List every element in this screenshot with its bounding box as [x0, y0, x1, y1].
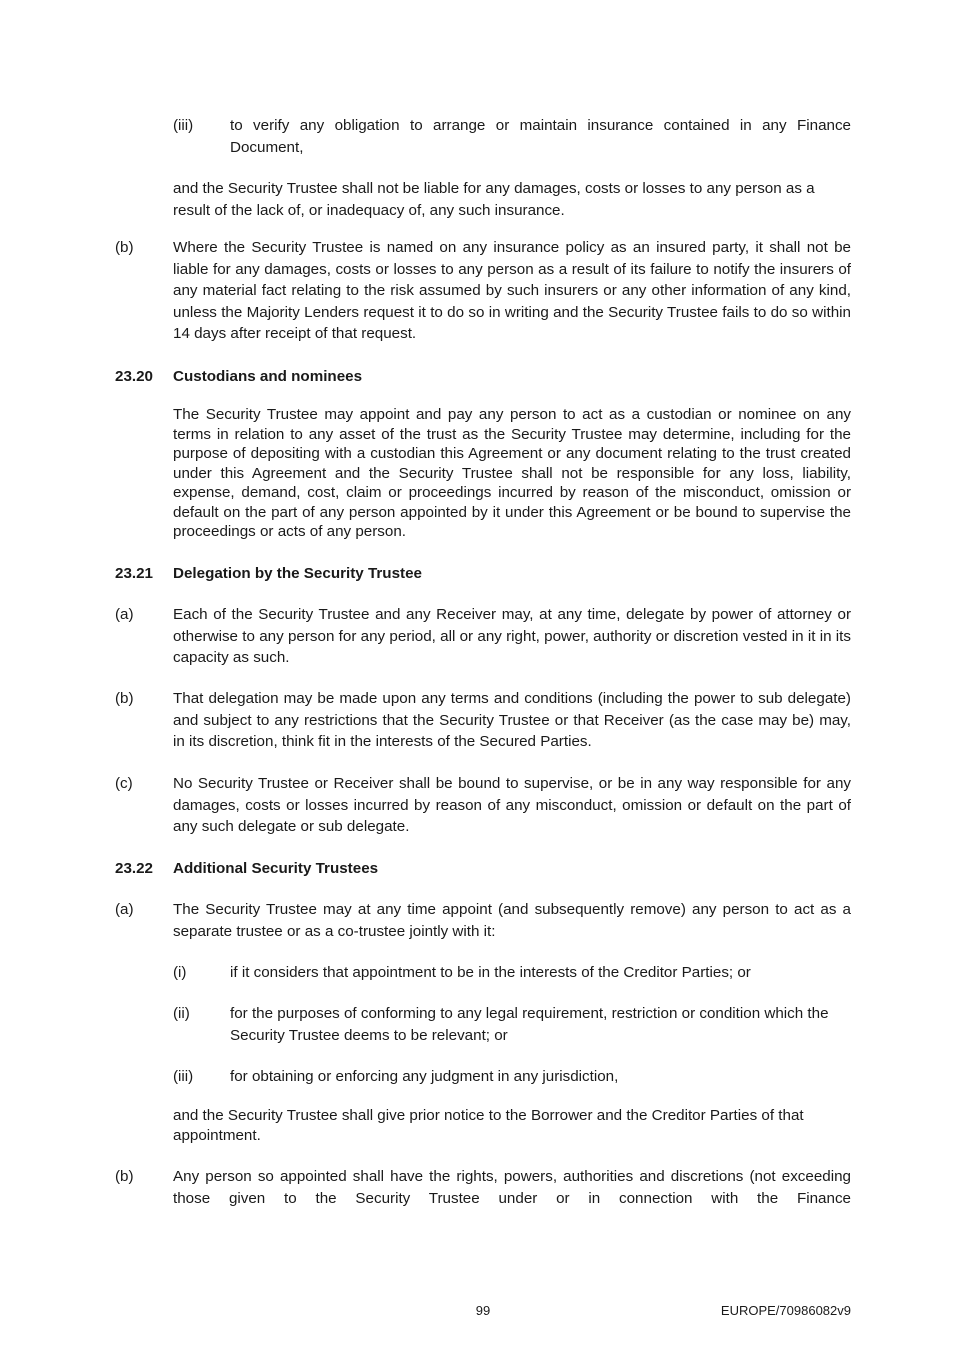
- item-text: The Security Trustee may at any time appoint (and subsequently remove) any person to act as a separate trustee or as a co-trustee jointly with it:: [173, 901, 851, 940]
- item-text: Where the Security Trustee is named on any insurance policy as an insured party, it shall not be liable for any damages, costs or losses to any person as a result of its failure to notify the insurers of any material fact relating to the risk assumed by such insurers or any other information of any kind, unless the Majority Lenders request it to do so in writing and the Security Trustee fails to do so within 14 days after receipt of that request.: [173, 239, 851, 343]
- section-number: 23.22: [115, 860, 154, 877]
- paragraph: The Security Trustee may appoint and pay any person to act as a custodian or nominee on any terms in relation to any asset of the trust as the Security Trustee may determine, including for the purpose of depositing with a custodian this Agreement or any document relating to the trust created under this Agreement and the Security Trustee shall not be responsible for any loss, liability, expense, demand, cost, claim or proceedings incurred by reason of the misconduct, omission or default on the part of any person appointed by it under this Agreement or be bound to supervise the proceedings or acts of any person.: [173, 406, 851, 540]
- section-number: 23.20: [115, 368, 154, 385]
- item-label: (a): [115, 606, 134, 623]
- item-text: for the purposes of conforming to any legal requirement, restriction or condition which the Security Trustee deems to be relevant; or: [230, 1005, 829, 1044]
- item-label: (b): [115, 239, 134, 256]
- item-text: No Security Trustee or Receiver shall be bound to supervise, or be in any way responsible for any damages, costs or losses incurred by reason of any misconduct, omission or default on the part of any such delegate or sub delegate.: [173, 775, 851, 836]
- item-label: (iii): [173, 1068, 194, 1085]
- item-text: if it considers that appointment to be in the interests of the Creditor Parties; or: [230, 964, 751, 981]
- item-label: (ii): [173, 1005, 190, 1022]
- item-text: for obtaining or enforcing any judgment in any jurisdiction,: [230, 1068, 619, 1085]
- item-text: Each of the Security Trustee and any Receiver may, at any time, delegate by power of attorney or otherwise to any person for any period, all or any right, power, authority or discretion vested in it in its capacity as such.: [173, 606, 851, 667]
- section-title: Custodians and nominees: [173, 368, 363, 385]
- section-number: 23.21: [115, 565, 154, 582]
- item-label: (a): [115, 901, 134, 918]
- paragraph: and the Security Trustee shall give prior notice to the Borrower and the Creditor Parties of that appointment.: [173, 1107, 804, 1144]
- item-label: (iii): [173, 117, 194, 134]
- item-text: That delegation may be made upon any terms and conditions (including the power to sub delegate) and subject to any restrictions that the Security Trustee or that Receiver (as the case may be) may, in its discretion, think fit in the interests of the Secured Parties.: [173, 690, 851, 751]
- document-reference: EUROPE/70986082v9: [720, 1303, 851, 1318]
- item-text: to verify any obligation to arrange or maintain insurance contained in any Finance Document,: [230, 117, 851, 156]
- paragraph: and the Security Trustee shall not be liable for any damages, costs or losses to any person as a result of the lack of, or inadequacy of, any such insurance.: [173, 180, 815, 219]
- section-title: Additional Security Trustees: [173, 860, 379, 877]
- page-number: 99: [475, 1303, 491, 1318]
- item-label: (b): [115, 1168, 134, 1185]
- item-label: (c): [115, 775, 133, 792]
- section-title: Delegation by the Security Trustee: [173, 565, 422, 582]
- item-label: (b): [115, 690, 134, 707]
- item-label: (i): [173, 964, 187, 981]
- item-text: Any person so appointed shall have the rights, powers, authorities and discretions (not exceeding those given to the Security Trustee under or in connection with the Finance: [173, 1168, 851, 1207]
